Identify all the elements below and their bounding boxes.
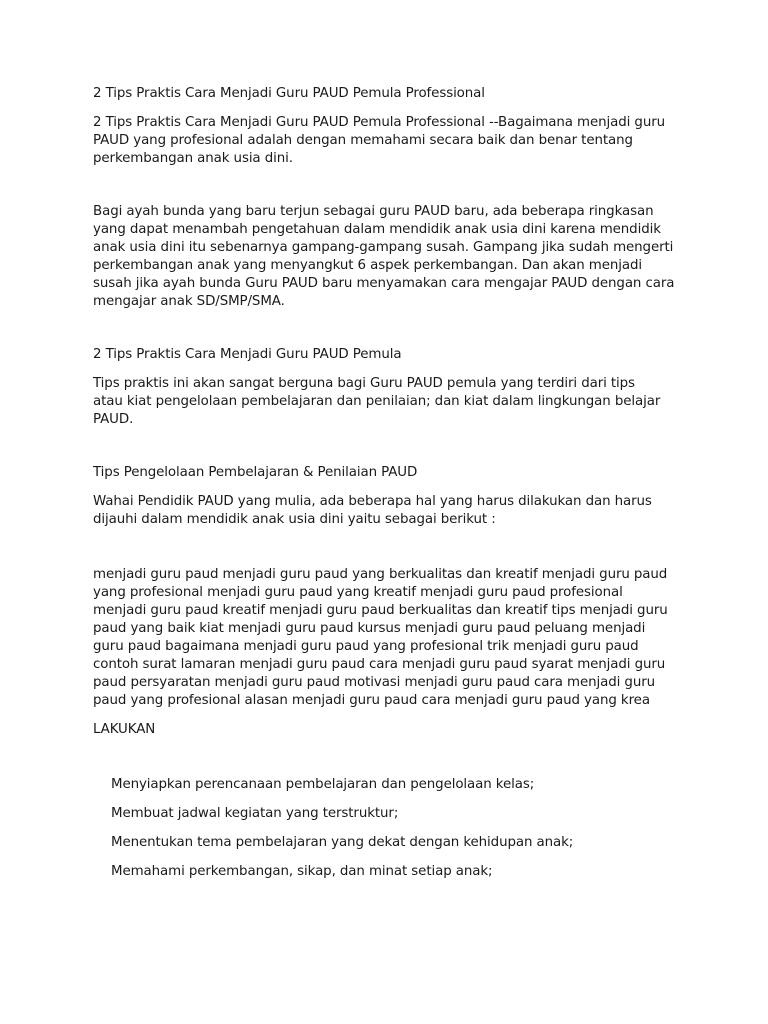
lakukan-item: Membuat jadwal kegiatan yang terstruktur; <box>111 806 399 821</box>
spacer <box>93 364 693 375</box>
spacer <box>93 823 693 834</box>
heading-pemula: 2 Tips Praktis Cara Menjadi Guru PAUD Pemula <box>93 347 402 362</box>
document-page <box>93 85 693 881</box>
tips-paragraph: Tips praktis ini akan sangat berguna bagi Guru PAUD pemula yang terdiri dari tips atau kiat pengelolaan pembelajaran dan penilaian; dan kiat dalam lingkungan belajar PAUD. <box>93 376 665 427</box>
spacer <box>93 852 693 863</box>
spacer <box>93 429 693 464</box>
spacer <box>93 482 693 493</box>
document-title: 2 Tips Praktis Cara Menjadi Guru PAUD Pemula Professional <box>93 86 485 101</box>
keywords-paragraph: menjadi guru paud menjadi guru paud yang berkualitas dan kreatif menjadi guru paud yang profesional menjadi guru paud yang kreatif menjadi guru paud profesional menjadi guru paud kreatif menjadi guru paud berkualitas dan kreatif tips menjadi guru paud yang baik kiat menjadi guru paud kursus menjadi guru paud peluang menjadi guru paud bagaimana menjadi guru paud yang profesional trik menjadi guru paud contoh surat lamaran menjadi guru paud cara menjadi guru paud syarat menjadi guru paud persyaratan menjadi guru paud motivasi menjadi guru paud cara menjadi guru paud yang profesional alasan menjadi guru paud cara menjadi guru paud yang krea <box>93 567 672 708</box>
intro-paragraph: 2 Tips Praktis Cara Menjadi Guru PAUD Pemula Professional --Bagaimana menjadi guru PAUD yang profesional adalah dengan memahami secara baik dan benar tentang perkembangan anak usia dini. <box>93 115 670 166</box>
wahai-paragraph: Wahai Pendidik PAUD yang mulia, ada beberapa hal yang harus dilakukan dan harus dijauhi dalam mendidik anak usia dini yaitu sebagai berikut : <box>93 494 656 527</box>
spacer <box>93 103 693 114</box>
spacer <box>93 311 693 346</box>
spacer <box>93 168 693 203</box>
lakukan-item: Menentukan tema pembelajaran yang dekat dengan kehidupan anak; <box>111 835 574 850</box>
heading-lakukan: LAKUKAN <box>93 722 156 737</box>
lakukan-item: Memahami perkembangan, sikap, dan minat setiap anak; <box>111 864 493 879</box>
spacer <box>93 739 693 776</box>
spacer <box>93 794 693 805</box>
ayah-bunda-paragraph: Bagi ayah bunda yang baru terjun sebagai guru PAUD baru, ada beberapa ringkasan yang dapat menambah pengetahuan dalam mendidik anak usia dini karena mendidik anak usia dini itu sebenarnya gampang-gampang susah. Gampang jika sudah mengerti perkembangan anak yang menyangkut 6 aspek perkembangan. Dan akan menjadi susah jika ayah bunda Guru PAUD baru menyamakan cara mengajar PAUD dengan cara mengajar anak SD/SMP/SMA. <box>93 204 679 309</box>
spacer <box>93 710 693 721</box>
heading-pengelolaan: Tips Pengelolaan Pembelajaran & Penilaian PAUD <box>93 465 418 480</box>
lakukan-item: Menyiapkan perencanaan pembelajaran dan pengelolaan kelas; <box>111 777 535 792</box>
spacer <box>93 529 693 566</box>
